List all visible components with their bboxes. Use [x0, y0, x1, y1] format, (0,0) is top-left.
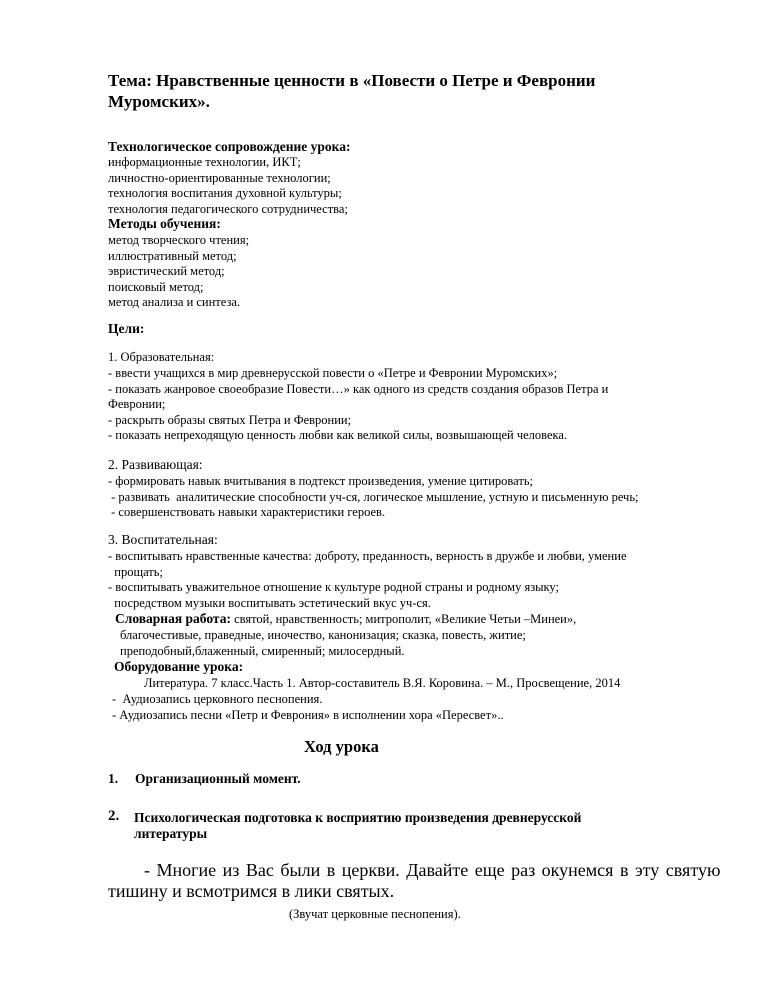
tech-item: информационные технологии, ИКТ; — [108, 155, 301, 169]
goal3-line: посредством музыки воспитывать эстетический вкус уч-ся. — [108, 595, 431, 610]
tech-heading: Технологическое сопровождение урока: — [108, 139, 351, 154]
goal1-line: Февронии; — [108, 397, 166, 411]
method-item: поисковый метод; — [108, 279, 204, 294]
vocab-line1 — [115, 610, 576, 628]
method-item: метод анализа и синтеза. — [108, 295, 241, 309]
goal3-line: - воспитывать уважительное отношение к культуре родной страны и родному языку; — [108, 580, 559, 594]
tech-list — [108, 155, 348, 217]
tech-item: технология педагогического сотрудничества; — [108, 201, 348, 216]
vocab-line: преподобный,блаженный, смиренный; милосердный. — [120, 643, 405, 658]
page-title-line1: Тема: Нравственные ценности в «Повести о Петре и Февронии — [108, 71, 596, 90]
goal3-list — [108, 549, 627, 611]
music-note: (Звучат церковные песнопения). — [289, 907, 461, 921]
goal2-heading: 2. Развивающая: — [108, 457, 203, 472]
equipment-audio2: - Аудиозапись песни «Петр и Феврония» в исполнении хора «Пересвет».. — [112, 708, 504, 722]
goal2-line: - развивать аналитические способности уч-ся, логическое мышление, устную и письменную речь; — [108, 489, 639, 504]
vocab-colon: : — [226, 611, 231, 626]
step1-number: 1. — [108, 771, 119, 786]
vocab-list — [120, 628, 526, 659]
tech-item: личностно-ориентированные технологии; — [108, 170, 331, 185]
methods-list — [108, 233, 249, 311]
vocab-label: Словарная работа — [115, 611, 227, 626]
vocab-line: благочестивые, праведные, иночество, канонизация; сказка, повесть, житие; — [120, 628, 526, 642]
goal1-line: - показать непреходящую ценность любви как великой силы, возвышающей человека. — [108, 428, 568, 442]
goal1-heading: 1. Образовательная: — [108, 350, 215, 364]
step1-text: Организационный момент. — [135, 771, 301, 786]
vocab-text: святой, нравственность; митрополит, «Великие Четьи –Минеи», — [230, 612, 577, 626]
method-item: эвристический метод; — [108, 264, 225, 278]
step2-number: 2. — [108, 808, 120, 824]
goals-heading: Цели: — [108, 321, 145, 336]
goal1-list — [108, 366, 608, 444]
lesson-heading: Ход урока — [304, 737, 379, 756]
page-title-line2: Муромских». — [108, 92, 210, 111]
methods-heading: Методы обучения: — [108, 216, 221, 231]
step2-line1: Психологическая подготовка к восприятию произведения древнерусской — [134, 810, 582, 825]
method-item: иллюстративный метод; — [108, 248, 237, 263]
paragraph-line2: тишину и всмотримся в лики святых. — [108, 881, 395, 901]
equipment-audio1: - Аудиозапись церковного песнопения. — [112, 692, 323, 706]
equipment-heading: Оборудование урока: — [114, 659, 244, 674]
goal1-line: - ввести учащихся в мир древнерусской повести о «Петре и Февронии Муромских»; — [108, 366, 558, 380]
goal1-line: - раскрыть образы святых Петра и Февронии; — [108, 412, 352, 427]
goal3-line: - воспитывать нравственные качества: доброту, преданность, верность в дружбе и любви, умение — [108, 549, 627, 563]
goal2-line: - совершенствовать навыки характеристики героев. — [108, 505, 386, 519]
goal3-line: прощать; — [108, 564, 163, 579]
goal3-heading: 3. Воспитательная: — [108, 532, 218, 547]
step2-line2: литературы — [134, 826, 208, 841]
paragraph-line1: - Многие из Вас были в церкви. Давайте еще раз окунемся в эту святую — [144, 860, 721, 880]
goal2-line: - формировать навык вчитывания в подтекст произведения, умение цитировать; — [108, 474, 533, 488]
goal2-list — [108, 474, 639, 521]
method-item: метод творческого чтения; — [108, 233, 250, 247]
tech-item: технология воспитания духовной культуры; — [108, 186, 342, 200]
equipment-textbook: Литература. 7 класс.Часть 1. Автор-составитель В.Я. Коровина. – М., Просвещение, 2014 — [144, 676, 621, 690]
goal1-line: - показать жанровое своеобразие Повести…» как одного из средств создания образов Петра и — [108, 381, 609, 396]
